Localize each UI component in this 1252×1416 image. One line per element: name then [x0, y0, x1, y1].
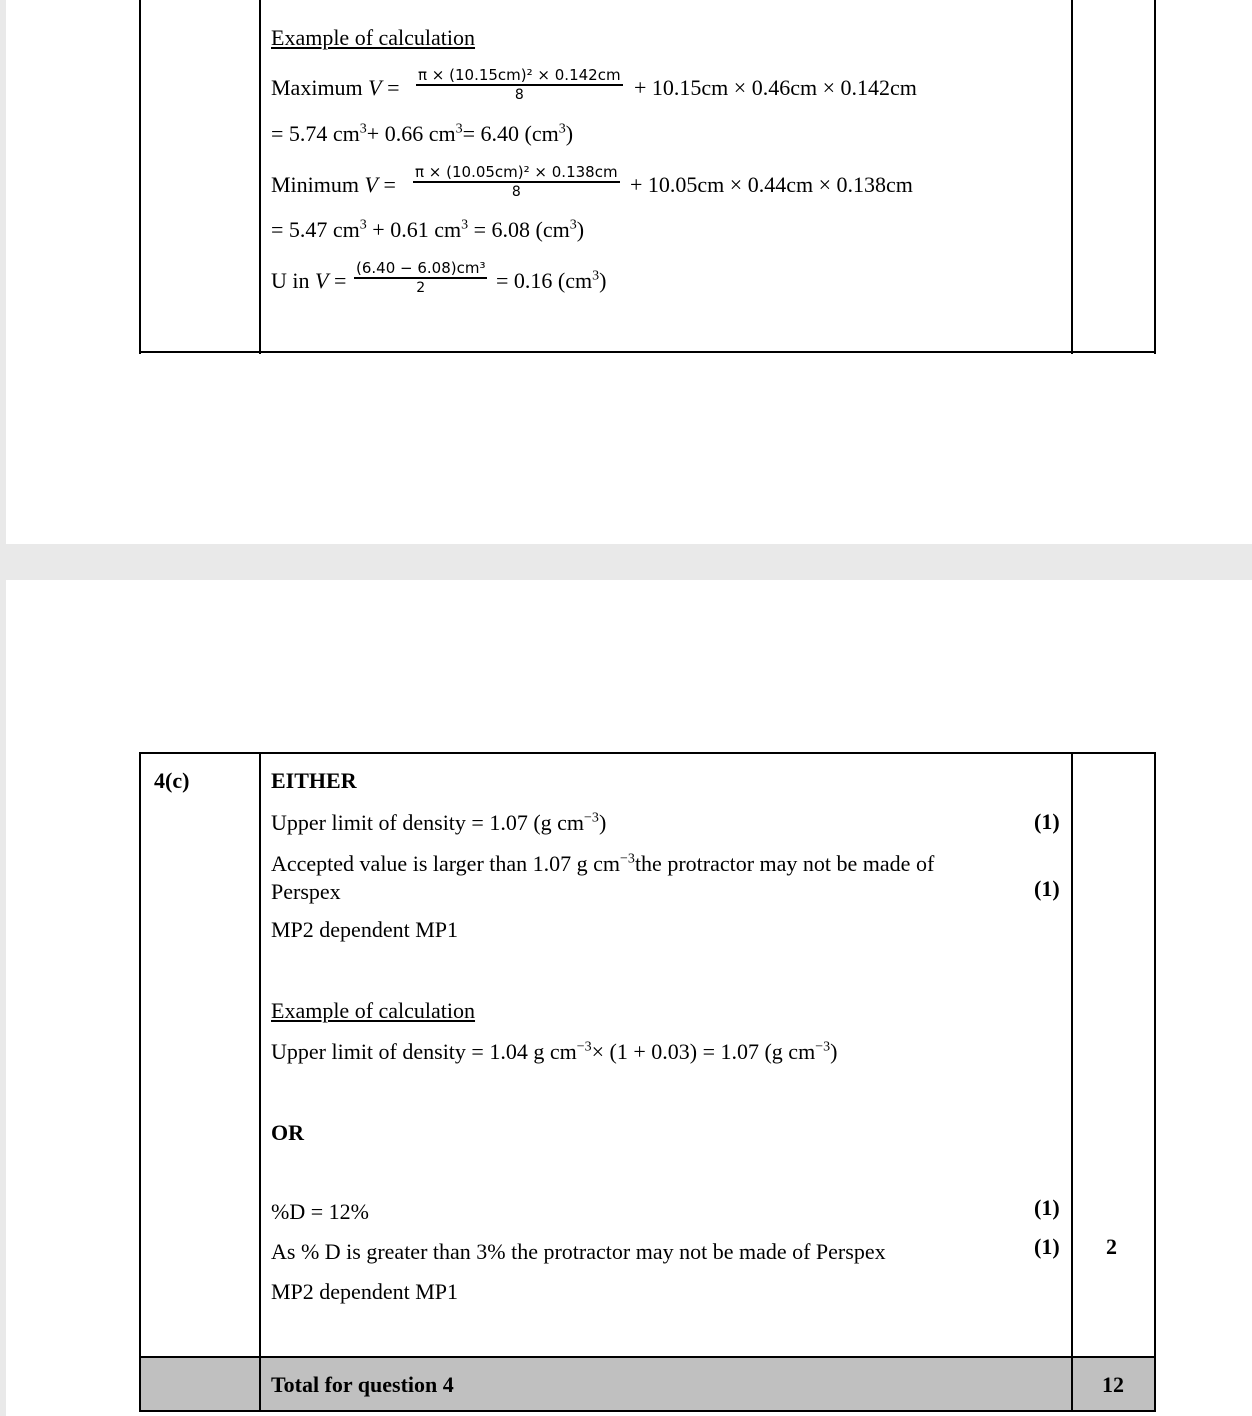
table-border-bottom — [139, 1410, 1156, 1412]
page-2 — [6, 580, 1252, 1416]
mp-dependent-2: MP2 dependent MP1 — [271, 1279, 458, 1304]
table-border-col2 — [1071, 752, 1073, 1412]
percent-d-line: %D = 12% — [271, 1199, 369, 1224]
table-border-right — [1154, 0, 1156, 354]
max-fraction-denominator: 8 — [514, 86, 524, 103]
table-border-left — [139, 752, 141, 1412]
table-border-top — [139, 752, 1156, 754]
min-fraction-denominator: 8 — [511, 183, 521, 200]
total-value: 12 — [1102, 1372, 1124, 1397]
u-fraction — [354, 259, 487, 297]
max-fraction-numerator: π × (10.15cm)² × 0.142cm — [418, 66, 621, 84]
mark-1: (1) — [1034, 809, 1060, 834]
total-label: Total for question 4 — [271, 1372, 454, 1397]
accepted-line-2: Perspex — [271, 879, 341, 904]
min-fraction-numerator: π × (10.05cm)² × 0.138cm — [415, 163, 618, 181]
question-number: 4(c) — [154, 768, 190, 793]
max-label-line: Maximum V = — [271, 75, 400, 100]
total-row-top-border — [139, 1356, 1156, 1358]
accepted-line-1: Accepted value is larger than 1.07 g $cm^{-3}the$ protractor may not be made of — [271, 851, 935, 876]
page-1 — [6, 0, 1252, 544]
or-heading: OR — [271, 1120, 304, 1145]
max-rest: + 10.15cm × 0.46cm × 0.142cm — [634, 75, 917, 100]
max-fraction — [416, 66, 623, 104]
max-result: = 5.74 $cm^3+ 0.66$ $cm^3= 6.40$ $(cm^3)$ — [271, 121, 574, 146]
mp-dependent-1: MP2 dependent MP1 — [271, 917, 458, 942]
u-result: = 0.16 $(cm^3)$ — [496, 268, 607, 293]
mark-4: (1) — [1034, 1234, 1060, 1259]
table-border-col1 — [259, 0, 261, 354]
min-rest: + 10.05cm × 0.44cm × 0.138cm — [630, 172, 913, 197]
either-heading: EITHER — [271, 768, 357, 793]
u-fraction-denominator: 2 — [416, 279, 426, 296]
calculation-line: Upper limit of density = 1.04 g $cm^{-3}\times (1 + 0.03) = 1.07$ (g $cm^{-3}$) — [271, 1039, 838, 1064]
table-border-col2 — [1071, 0, 1073, 354]
min-label-line: Minimum V = — [271, 172, 396, 197]
mark-2: (1) — [1034, 876, 1060, 901]
min-fraction — [413, 163, 620, 201]
subtotal-mark: 2 — [1106, 1234, 1117, 1259]
u-label-line: U in V = — [271, 268, 347, 293]
as-percent-line: As % D is greater than 3% the protractor may not be made of Perspex — [271, 1239, 886, 1264]
upper-limit-line: Upper limit of density = 1.07 (g $cm^{-3}$) — [271, 810, 607, 835]
u-fraction-numerator: (6.40 − 6.08)cm³ — [356, 259, 486, 277]
table-border-bottom — [139, 351, 1156, 353]
example-heading: Example of calculation — [271, 25, 476, 50]
mark-3: (1) — [1034, 1195, 1060, 1220]
min-result: = 5.47 $cm^3 + 0.61$ $cm^3 = 6.08$ $(cm^3)$ — [271, 217, 585, 242]
table-border-left — [139, 0, 141, 354]
table-border-col1 — [259, 752, 261, 1412]
example-heading-2: Example of calculation — [271, 998, 476, 1023]
table-border-right — [1154, 752, 1156, 1412]
